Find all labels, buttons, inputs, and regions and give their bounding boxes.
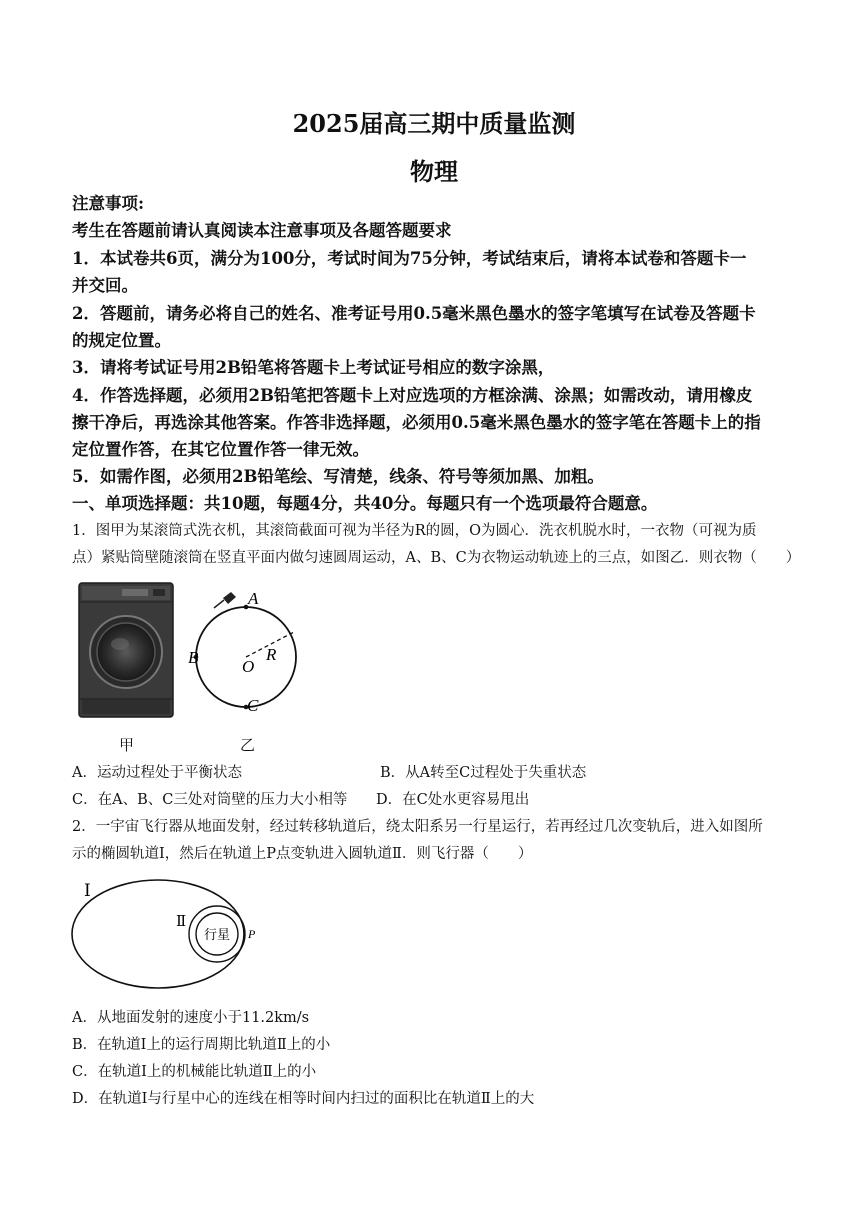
q2-option-d: D．在轨道Ⅰ与行星中心的连线在相等时间内扫过的面积比在轨道Ⅱ上的大 xyxy=(72,1091,535,1107)
orbit-figure xyxy=(68,874,278,998)
q2-option-c: C．在轨道Ⅰ上的机械能比轨道Ⅱ上的小 xyxy=(72,1064,317,1080)
q2-stem-line1: 2．一宇宙飞行器从地面发射，经过转移轨道后，绕太阳系另一行星运行，若再经过几次变轨后，进入如图所 xyxy=(72,819,763,835)
notice-line: 的规定位置。 xyxy=(72,331,171,350)
q1-stem-line1: 1．图甲为某滚筒式洗衣机，其滚筒截面可视为半径为R的圆，O为圆心．洗衣机脱水时，一衣物（可视为质 xyxy=(72,523,757,539)
subject-title: 物理 xyxy=(410,157,458,186)
caption-right: 乙 xyxy=(240,736,256,754)
point-p-label: P xyxy=(248,927,256,941)
circle-motion-figure xyxy=(190,582,308,722)
q2-option-a: A．从地面发射的速度小于11.2km/s xyxy=(72,1010,310,1026)
label-point-a: A xyxy=(248,589,259,608)
orbit-2-label: Ⅱ xyxy=(176,914,187,930)
label-point-b: B xyxy=(188,648,199,667)
page-title: 2025届高三期中质量监测 xyxy=(292,109,576,138)
notice-line: 2．答题前，请务必将自己的姓名、准考证号用0.5毫米黑色墨水的签字笔填写在试卷及答题卡 xyxy=(72,304,756,323)
notice-line: 3．请将考试证号用2B铅笔将答题卡上考试证号相应的数字涂黑， xyxy=(72,358,555,377)
label-point-c: C xyxy=(247,696,259,715)
planet-label: 行星 xyxy=(203,927,231,942)
q2-option-b: B．在轨道Ⅰ上的运行周期比轨道Ⅱ上的小 xyxy=(72,1037,331,1053)
q1-option-a: A．运动过程处于平衡状态 xyxy=(72,765,242,781)
notice-line: 擦干净后，再选涂其他答案。作答非选择题，必须用0.5毫米黑色墨水的签字笔在答题卡上的指 xyxy=(72,413,761,432)
section-heading: 一、单项选择题：共10题，每题4分，共40分。每题只有一个选项最符合题意。 xyxy=(72,494,658,513)
label-radius-r: R xyxy=(266,645,277,664)
notice-intro: 考生在答题前请认真阅读本注意事项及各题答题要求 xyxy=(72,221,452,240)
q1-option-c: C．在A、B、C三处对筒壁的压力大小相等 xyxy=(72,792,348,808)
notice-line: 1．本试卷共6页，满分为100分，考试时间为75分钟，考试结束后，请将本试卷和答题卡一 xyxy=(72,249,747,268)
notice-line: 5．如需作图，必须用2B铅笔绘、写清楚，线条、符号等须加黑、加粗。 xyxy=(72,467,604,486)
washing-machine-figure xyxy=(78,582,174,720)
q1-option-d: D．在C处水更容易甩出 xyxy=(376,792,530,808)
label-center-o: O xyxy=(242,657,255,676)
q1-stem-line2: 点）紧贴筒壁随滚筒在竖直平面内做匀速圆周运动，A、B、C为衣物运动轨迹上的三点，如图乙．则衣物（ ） xyxy=(72,550,801,566)
notice-line: 并交回。 xyxy=(72,276,138,295)
notice-line: 定位置作答，在其它位置作答一律无效。 xyxy=(72,440,369,459)
orbit-1-label: Ⅰ xyxy=(84,881,91,900)
caption-left: 甲 xyxy=(119,736,135,754)
notice-heading: 注意事项: xyxy=(72,194,145,213)
q1-option-b: B．从A转至C过程处于失重状态 xyxy=(380,765,587,781)
notice-line: 4．作答选择题，必须用2B铅笔把答题卡上对应选项的方框涂满、涂黑；如需改动，请用橡皮 xyxy=(72,386,753,405)
q2-stem-line2: 示的椭圆轨道Ⅰ，然后在轨道上P点变轨进入圆轨道Ⅱ．则飞行器（ ） xyxy=(72,846,533,862)
